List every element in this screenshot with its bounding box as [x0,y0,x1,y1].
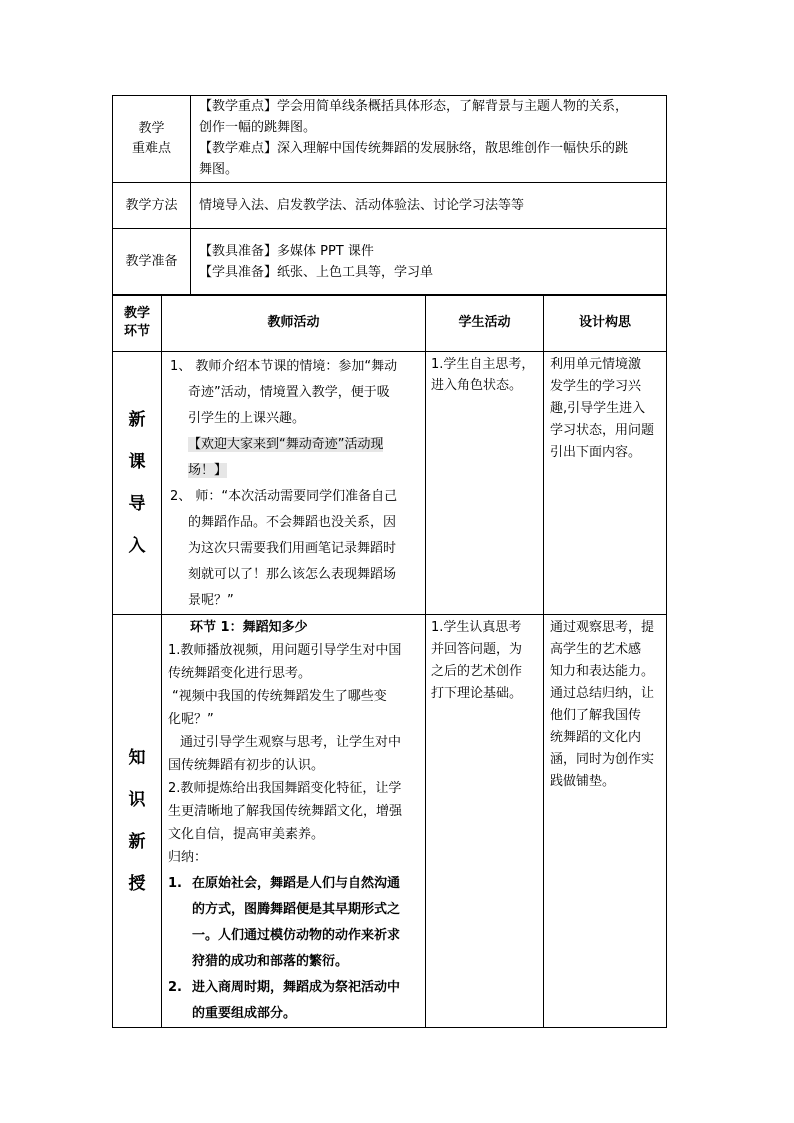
header-line: 环节 [123,324,150,339]
student-line: 并回答问题，为 [431,642,523,657]
summary-item [168,871,421,975]
stage-char: 入 [128,536,146,556]
design-line: 统舞蹈的文化内 [550,730,642,745]
content-line: 【教学难点】深入理解中国传统舞蹈的发展脉络，散思维创作一幅快乐的跳 [199,141,629,156]
stage-char: 新 [128,410,146,430]
summary-item [168,975,421,1027]
teacher-line: “视频中我国的传统舞蹈发生了哪些变 [172,689,387,704]
content-key-points [191,96,667,183]
design-line: 践做铺垫。 [550,774,616,789]
stage-char: 新 [128,832,146,852]
teacher-line: 国传统舞蹈有初步的认识。 [168,758,325,773]
teacher-line: 生更清晰地了解我国传统舞蹈文化，增强 [168,804,403,819]
design-line: 高学生的艺术感 [550,642,642,657]
student-line: 1.学生自主思考， [431,357,535,372]
teaching-process-table [112,294,667,1028]
teacher-line: 引学生的上课兴趣。 [188,411,306,426]
teacher-line: 1.教师播放视频，用问题引导学生对中国 [168,643,402,658]
row-preparation [113,229,667,296]
teacher-line: 通过引导学生观察与思考，让学生对中 [180,735,402,750]
teacher-activity-new-knowledge [162,615,426,1028]
row-method [113,183,667,229]
section-intro-row [113,352,667,615]
summary-number: 2. [168,980,182,995]
summary-line: 在原始社会，舞蹈是人们与自然沟通 [192,876,401,891]
design-line: 通过观察思考，提 [550,620,655,635]
content-line: 【教学重点】学会用简单线条概括具体形态，了解背景与主题人物的关系， [199,99,629,114]
design-line: 引出下面内容。 [550,445,642,460]
summary-line: 一。人们通过模仿动物的动作来祈求 [192,928,401,943]
stage-char: 知 [128,748,146,768]
student-line: 打下理论基础。 [431,686,523,701]
header-line: 教学 [123,306,150,321]
highlight-line: 【欢迎大家来到“舞动奇迹”活动现 [188,437,384,452]
label-line: 教学 [138,121,165,136]
summary-number: 1. [168,876,182,891]
step-title: 环节 1：舞蹈知多少 [190,620,308,635]
content-preparation [191,229,667,296]
design-line: 涵，同时为创作实 [550,752,655,767]
label-method [113,183,191,229]
teacher-line: 传统舞蹈变化进行思考。 [168,666,312,681]
label-key-points [113,96,191,183]
label-line: 教学准备 [125,254,178,269]
header-student: 学生活动 [426,295,544,352]
header-stage [113,295,162,352]
summary-line: 的重要组成部分。 [192,1006,297,1021]
design-line: 趣,引导学生进入 [550,401,646,416]
summary-list [168,871,421,1027]
teacher-line: 1、 教师介绍本节课的情境：参加“舞动 [170,359,398,374]
summary-line: 狩猎的成功和部落的繁衍。 [192,954,349,969]
teacher-line: 文化自信，提高审美素养。 [168,827,325,842]
summary-line: 进入商周时期，舞蹈成为祭祀活动中 [192,980,401,995]
content-line: 【教具准备】多媒体 PPT 课件 [199,244,374,259]
student-line: 1.学生认真思考 [431,620,522,635]
section-new-knowledge-row [113,615,667,1028]
header-row [113,295,667,352]
teacher-line: 的舞蹈作品。不会舞蹈也没关系，因 [188,515,397,530]
student-line: 进入角色状态。 [431,378,523,393]
stage-char: 授 [128,874,146,894]
design-new-knowledge [544,615,667,1028]
student-activity-intro [426,352,544,615]
row-key-points [113,96,667,183]
header-design: 设计构思 [544,295,667,352]
student-line: 之后的艺术创作 [431,664,523,679]
summary-line: 的方式，图腾舞蹈便是其早期形式之 [192,902,401,917]
teacher-activity-intro [162,352,426,615]
teacher-line: 归纳： [168,850,208,865]
header-teacher: 教师活动 [162,295,426,352]
design-line: 发学生的学习兴 [550,379,642,394]
label-line: 重难点 [131,141,171,156]
teacher-line: 化呢？” [168,712,214,727]
lesson-overview-table [112,95,667,296]
teacher-line: 奇迹”活动，情境置入教学，便于吸 [188,385,390,400]
label-preparation [113,229,191,296]
content-line: 【学具准备】纸张、上色工具等，学习单 [199,265,434,280]
teacher-line: 景呢？” [188,593,234,608]
design-line: 利用单元情境激 [550,357,642,372]
content-line: 舞图。 [199,162,239,177]
design-intro [544,352,667,615]
design-line: 通过总结归纳，让 [550,686,655,701]
design-line: 学习状态，用问题 [550,423,655,438]
content-line: 创作一幅的跳舞图。 [199,120,317,135]
stage-char: 识 [128,790,146,810]
design-line: 知力和表达能力。 [550,664,655,679]
content-method [191,183,667,229]
stage-char: 导 [128,494,146,514]
label-line: 教学方法 [125,197,178,213]
design-line: 他们了解我国传 [550,708,642,723]
highlight-line: 场！】 [188,463,228,478]
teacher-line: 2、 师：“本次活动需要同学们准备自己 [170,489,398,504]
stage-intro [113,352,162,615]
stage-new-knowledge [113,615,162,1028]
stage-char: 课 [128,452,146,472]
content-line: 情境导入法、启发教学法、活动体验法、讨论学习法等等 [199,198,525,213]
student-activity-new-knowledge [426,615,544,1028]
teacher-line: 为这次只需要我们用画笔记录舞蹈时 [188,541,397,556]
teacher-line: 刻就可以了！那么该怎么表现舞蹈场 [188,567,397,582]
teacher-line: 2.教师提炼给出我国舞蹈变化特征，让学 [168,781,402,796]
